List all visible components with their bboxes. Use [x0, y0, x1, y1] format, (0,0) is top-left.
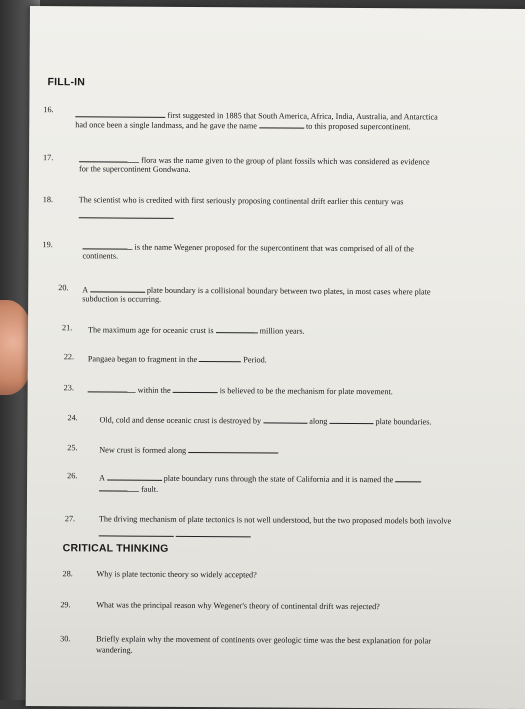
critical-thinking-heading: CRITICAL THINKING [62, 542, 169, 555]
answer-blank[interactable] [79, 208, 174, 219]
question-23 [42, 382, 502, 399]
question-number: 17. [43, 153, 54, 163]
question-text: subduction is occurring. [82, 294, 162, 304]
answer-blank[interactable] [216, 323, 258, 333]
question-17 [43, 152, 503, 179]
question-text: million years. [259, 326, 305, 336]
question-text: Pangaea began to fragment in the [87, 354, 198, 365]
question-number: 22. [63, 352, 75, 362]
answer-blank[interactable] [188, 443, 278, 454]
answer-blank[interactable] [99, 526, 174, 536]
question-number: 28. [62, 569, 73, 579]
question-text: The maximum age for oceanic crust is [87, 325, 214, 336]
question-text: What was the principal reason why Wegener's theory of continental drift was rejected? [96, 600, 380, 612]
question-19 [42, 239, 502, 266]
question-24 [41, 412, 501, 429]
question-27 [41, 513, 501, 542]
answer-blank[interactable] [90, 282, 145, 292]
answer-blank[interactable] [107, 470, 162, 480]
question-30 [40, 633, 500, 660]
question-text: A [99, 473, 105, 483]
question-25 [41, 442, 501, 459]
answer-blank[interactable] [395, 472, 421, 482]
question-20 [42, 282, 502, 309]
question-text: is the name Wegener proposed for the supercontinent that was comprised of all of the [134, 242, 414, 254]
question-text: The driving mechanism of plate tectonics is not well understood, but the two proposed models both involve [98, 514, 452, 526]
question-text: flora was the name given to the group of plant fossils which was considered as evidence [141, 155, 430, 167]
question-29 [40, 599, 500, 616]
fill-in-heading: FILL-IN [47, 76, 86, 89]
question-text: along [309, 416, 328, 426]
answer-blank[interactable] [79, 152, 139, 162]
question-number: 19. [42, 240, 53, 250]
question-number: 23. [63, 383, 74, 393]
question-text: Why is plate tectonic theory so widely accepted? [96, 569, 257, 580]
question-text: is believed to be the mechanism for plate movement. [219, 386, 393, 397]
question-text: Period. [243, 355, 267, 365]
answer-blank[interactable] [83, 239, 133, 249]
answer-blank[interactable] [259, 118, 304, 128]
answer-blank[interactable] [75, 107, 165, 118]
question-number: 18. [42, 195, 54, 205]
question-text: continents. [82, 251, 119, 261]
question-text: Briefly explain why the movement of continents over geologic time was the best explanation for polar [96, 634, 432, 646]
question-text: wandering. [96, 645, 133, 655]
question-text: New crust is formed along [99, 445, 187, 455]
answer-blank[interactable] [173, 383, 218, 393]
question-number: 25. [67, 443, 78, 453]
question-28 [40, 568, 500, 585]
question-16 [43, 104, 503, 133]
question-number: 16. [43, 105, 54, 115]
question-21 [42, 322, 502, 339]
question-text: The scientist who is credited with first seriously proposing continental drift earlier this century was [78, 195, 404, 207]
question-number: 29. [60, 600, 71, 610]
answer-blank[interactable] [176, 527, 251, 537]
question-number: 27. [64, 514, 76, 524]
question-26 [41, 470, 501, 497]
answer-blank[interactable] [263, 413, 307, 423]
question-text: plate boundaries. [375, 417, 432, 427]
question-text: A [82, 285, 88, 295]
question-text: within the [137, 385, 171, 395]
answer-blank[interactable] [88, 382, 136, 392]
question-number: 30. [60, 634, 71, 644]
question-text: had once been a single landmass, and he gave the name [75, 120, 257, 131]
question-number: 24. [67, 413, 78, 423]
question-number: 26. [67, 471, 78, 481]
question-text: plate boundary is a collisional boundary between two plates, in most cases where plate [146, 285, 431, 297]
question-text: for the supercontinent Gondwana. [78, 164, 191, 174]
question-number: 20. [58, 283, 69, 293]
question-text: fault. [141, 484, 159, 494]
answer-blank[interactable] [329, 414, 373, 424]
question-text: Old, cold and dense oceanic crust is destroyed by [99, 415, 262, 426]
question-text: first suggested in 1885 that South America, Africa, India, Australia, and Antarctica [167, 110, 438, 122]
question-text: plate boundary runs through the state of California and it is named the [163, 473, 394, 485]
worksheet-page [26, 6, 525, 709]
question-22 [42, 351, 502, 368]
answer-blank[interactable] [199, 352, 241, 362]
answer-blank[interactable] [99, 481, 139, 491]
question-18 [43, 194, 503, 223]
question-number: 21. [62, 323, 73, 333]
question-text: to this proposed supercontinent. [305, 121, 411, 132]
